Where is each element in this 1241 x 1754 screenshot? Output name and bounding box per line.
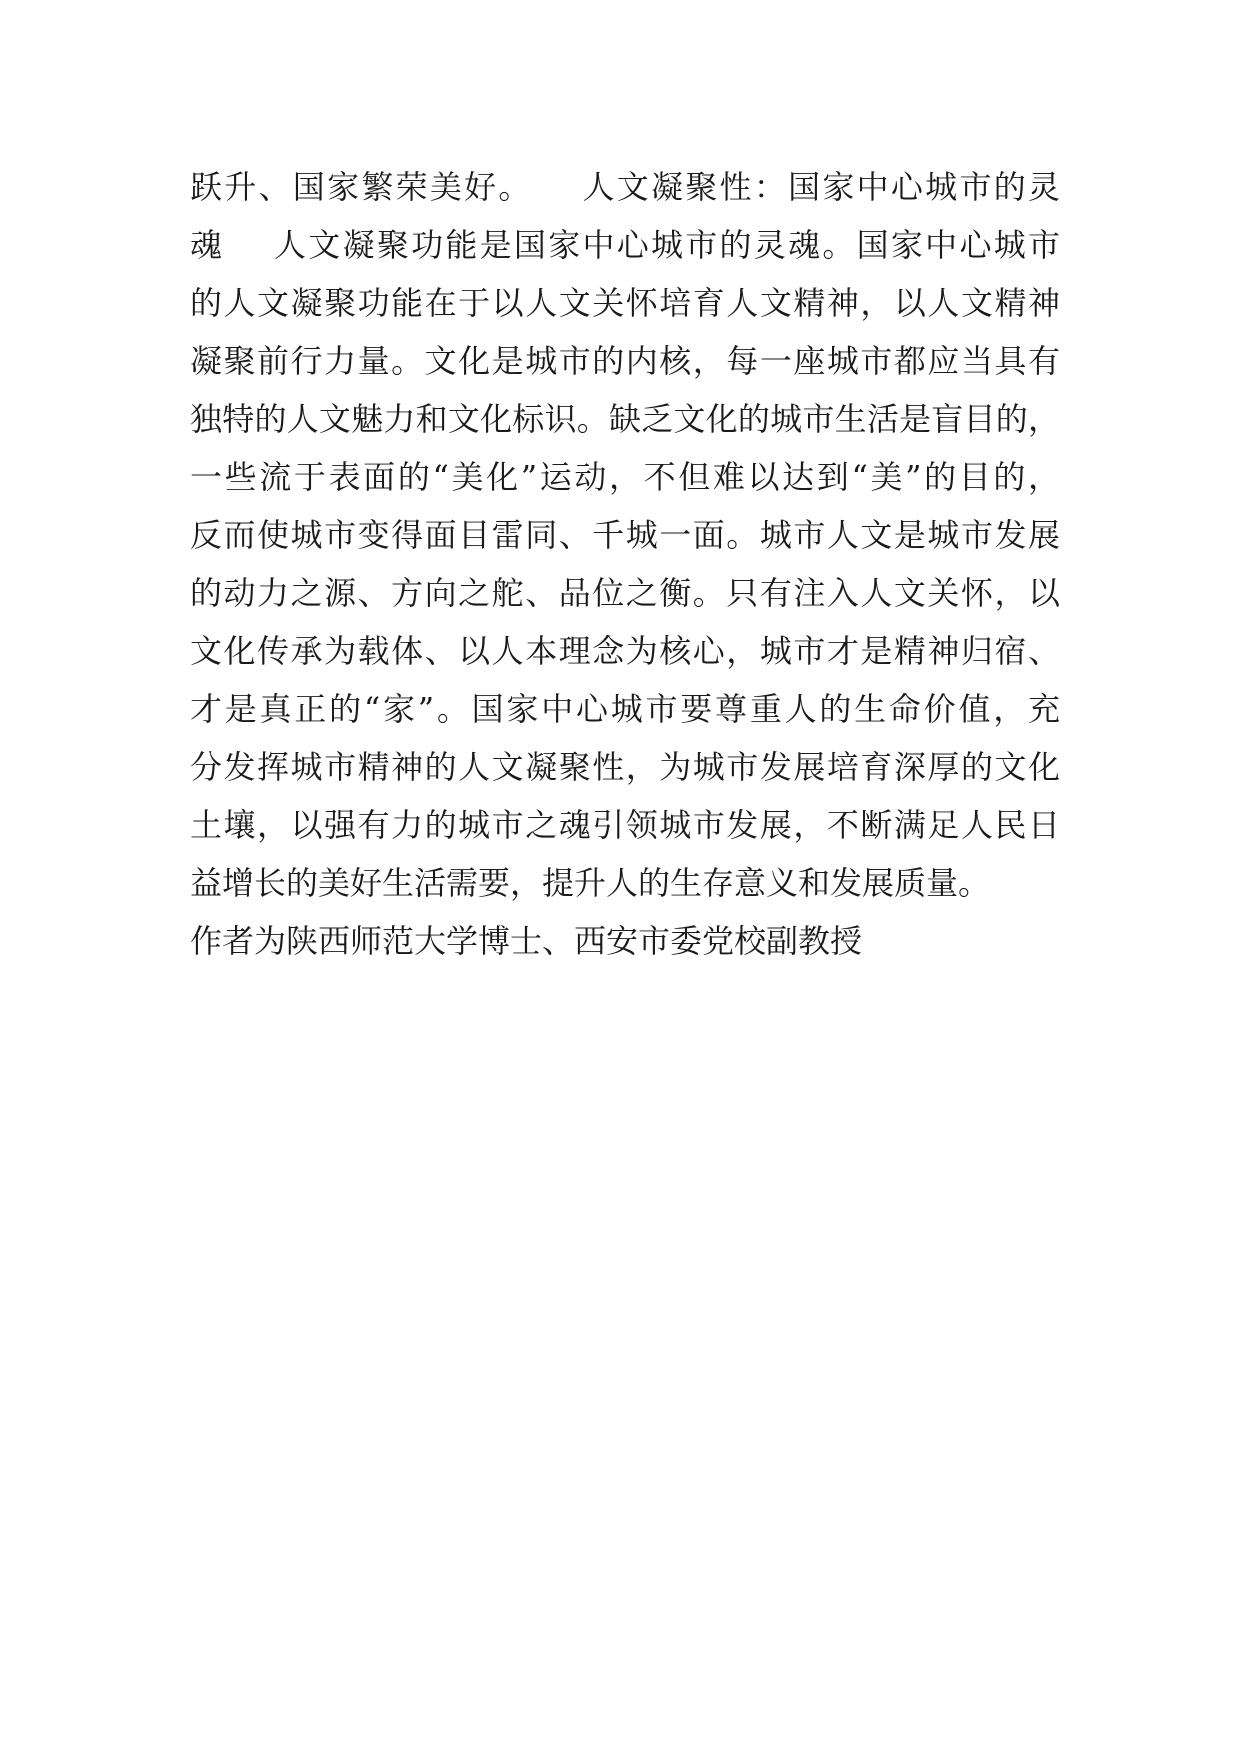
text-line: 反而使城市变得面目雷同、千城一面。城市人文是城市发展 <box>190 516 1060 554</box>
text-line: 魂 人文凝聚功能是国家中心城市的灵魂。国家中心城市 <box>190 226 1060 264</box>
text-line: 土壤，以强有力的城市之魂引领城市发展，不断满足人民日 <box>190 806 1060 844</box>
text-line: 跃升、国家繁荣美好。 人文凝聚性：国家中心城市的灵 <box>190 168 1060 206</box>
text-line: 的动力之源、方向之舵、品位之衡。只有注入人文关怀，以 <box>190 574 1060 612</box>
text-line: 的人文凝聚功能在于以人文关怀培育人文精神，以人文精神 <box>190 284 1060 322</box>
text-line: 益增长的美好生活需要，提升人的生存意义和发展质量。 <box>190 864 991 902</box>
text-line: 独特的人文魅力和文化标识。缺乏文化的城市生活是盲目的， <box>190 400 1060 438</box>
text-line: 凝聚前行力量。文化是城市的内核，每一座城市都应当具有 <box>190 342 1060 380</box>
text-line: 才是真正的“家”。国家中心城市要尊重人的生命价值，充 <box>190 690 1060 728</box>
author-line: 作者为陕西师范大学博士、西安市委党校副教授 <box>190 922 863 960</box>
body-text <box>190 158 1060 970</box>
text-line: 分发挥城市精神的人文凝聚性，为城市发展培育深厚的文化 <box>190 748 1060 786</box>
text-line: 文化传承为载体、以人本理念为核心，城市才是精神归宿、 <box>190 632 1060 670</box>
text-line: 一些流于表面的“美化”运动，不但难以达到“美”的目的， <box>190 458 1060 496</box>
